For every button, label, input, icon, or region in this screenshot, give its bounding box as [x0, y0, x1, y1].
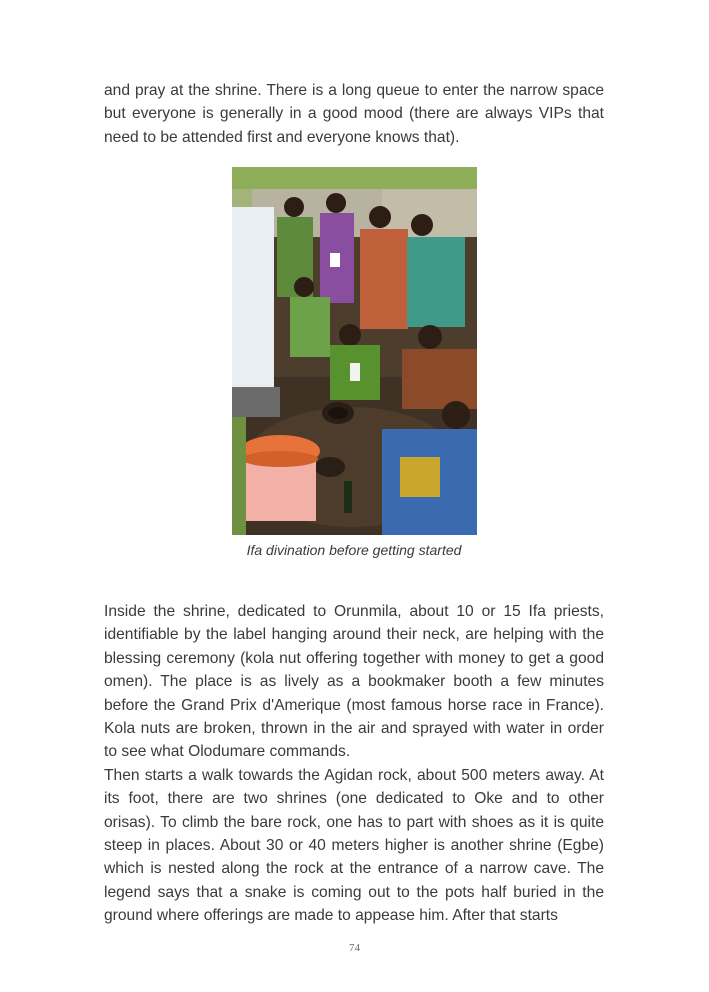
paragraph-intro: and pray at the shrine. There is a long queue to enter the narrow space but everyone is generally in a good mood (there are always VIPs that need to be attended first and everyone knows that). [104, 82, 604, 146]
paragraph-shrine: Inside the shrine, dedicated to Orunmila, about 10 or 15 Ifa priests, identifiable by the label hanging around their neck, are helping with the blessing ceremony (kola nut offering together with money to get a good omen). The place is as lively as a bookmaker booth a few minutes before the Grand Prix d'Amerique (most famous horse race in France). Kola nuts are broken, thrown in the air and sprayed with water in order to see what Olodumare commands. [104, 603, 604, 761]
paragraph-agidan-rock: Then starts a walk towards the Agidan rock, about 500 meters away. At its foot, there are two shrines (one dedicated to Oke and to other orisas). To climb the bare rock, one has to part with shoes as it is quite steep in places. About 30 or 40 meters higher is another shrine (Egbe) which is nested along the rock at the entrance of a narrow cave. The legend says that a snake is coming out to the pots half buried in the ground where offerings are made to appease him. After that starts [104, 766, 604, 925]
photo-ifa-divination [232, 167, 477, 535]
figure-caption: Ifa divination before getting started [246, 542, 462, 558]
body-text [104, 600, 604, 928]
page-number: 74 [349, 942, 360, 954]
